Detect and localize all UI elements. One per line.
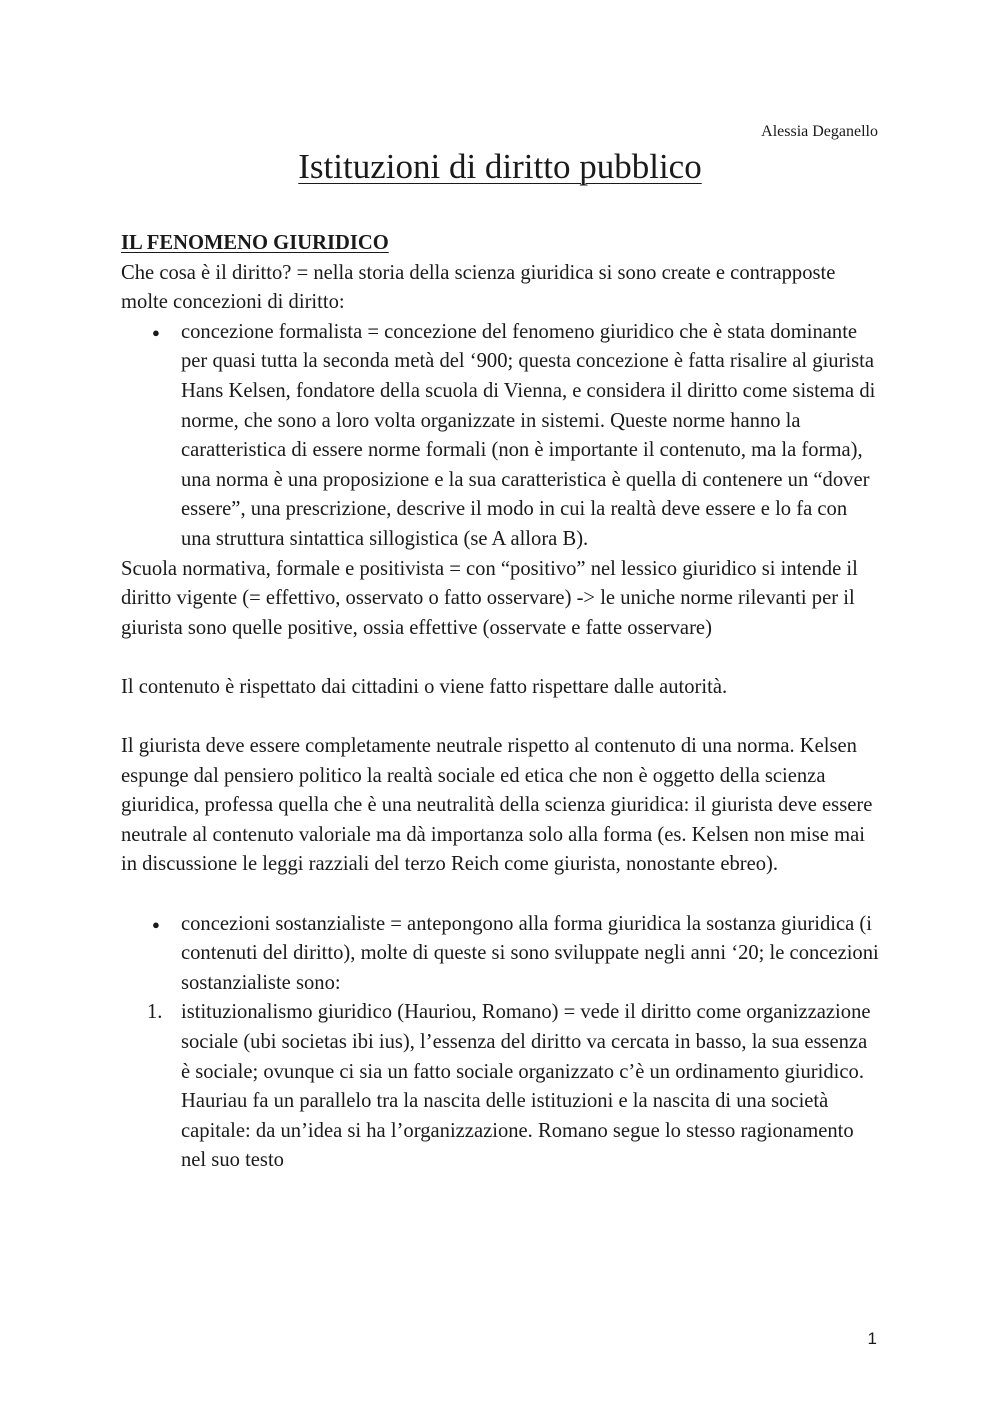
paragraph-spacer — [121, 880, 881, 910]
paragraph-spacer — [121, 643, 881, 673]
document-title: Istituzioni di diritto pubblico — [298, 147, 702, 186]
numbered-text: istituzionalismo giuridico (Hauriou, Romano) = vede il diritto come organizzazione sociale (ubi societas ibi ius), l’essenza del diritto va cercata in basso, la sua essenza è sociale; ovunque ci sia un fatto sociale organizzato c’è un ordinamento giuridico. Hauriau fa un parallelo tra la nascita delle istituzioni e la nascita di una società capitale: da un’idea si ha l’organizzazione. Romano segue lo stesso ragionamento nel suo testo — [181, 1001, 871, 1172]
intro-paragraph: Che cosa è il diritto? = nella storia della scienza giuridica si sono create e contrapposte molte concezioni di diritto: — [121, 261, 836, 314]
author-name: Alessia Deganello — [761, 123, 878, 140]
paragraph-scuola-normativa: Scuola normativa, formale e positivista = con “positivo” nel lessico giuridico si intende il diritto vigente (= effettivo, osservato o fatto osservare) -> le uniche norme rilevanti per il giurista sono quelle positive, ossia effettive (osservate e fatte osservare) — [121, 557, 858, 639]
numbered-item-istituzionalismo — [121, 998, 881, 1176]
section-heading: IL FENOMENO GIURIDICO — [121, 232, 389, 254]
bullet-item-sostanzialiste — [121, 910, 881, 999]
paragraph-contenuto: Il contenuto è rispettato dai cittadini o viene fatto rispettare dalle autorità. — [121, 675, 728, 698]
list-number: 1. — [147, 1001, 163, 1024]
bullet-icon: ● — [152, 916, 160, 932]
bullet-item-formalista — [121, 318, 881, 555]
page-number: 1 — [867, 1329, 877, 1348]
paragraph-giurista: Il giurista deve essere completamente neutrale rispetto al contenuto di una norma. Kelsen espunge dal pensiero politico la realtà sociale ed etica che non è oggetto della scienza giuridica, professa quella che è una neutralità della scienza giuridica: il giurista deve essere neutrale al contenuto valoriale ma dà importanza solo alla forma (es. Kelsen non mise mai in discussione le leggi razziali del terzo Reich come giurista, nonostante ebreo). — [121, 735, 873, 876]
bullet-icon: ● — [152, 324, 160, 340]
paragraph-spacer — [121, 703, 881, 733]
bullet-text: concezione formalista = concezione del fenomeno giuridico che è stata dominante per quasi tutta la seconda metà del ‘900; questa concezione è fatta risalire al giurista Hans Kelsen, fondatore della scuola di Vienna, e considera il diritto come sistema di norme, che sono a loro volta organizzate in sistemi. Queste norme hanno la caratteristica di essere norme formali (non è importante il contenuto, ma la forma), una norma è una proposizione e la sua caratteristica è quella di contenere un “dover essere”, una prescrizione, descrive il modo in cui la realtà deve essere e lo fa con una struttura sintattica sillogistica (se A allora B). — [181, 320, 876, 550]
document-body — [121, 229, 881, 1176]
bullet-text: concezioni sostanzialiste = antepongono alla forma giuridica la sostanza giuridica (i contenuti del diritto), molte di queste si sono sviluppate negli anni ‘20; le concezioni sostanzialiste sono: — [181, 912, 879, 994]
